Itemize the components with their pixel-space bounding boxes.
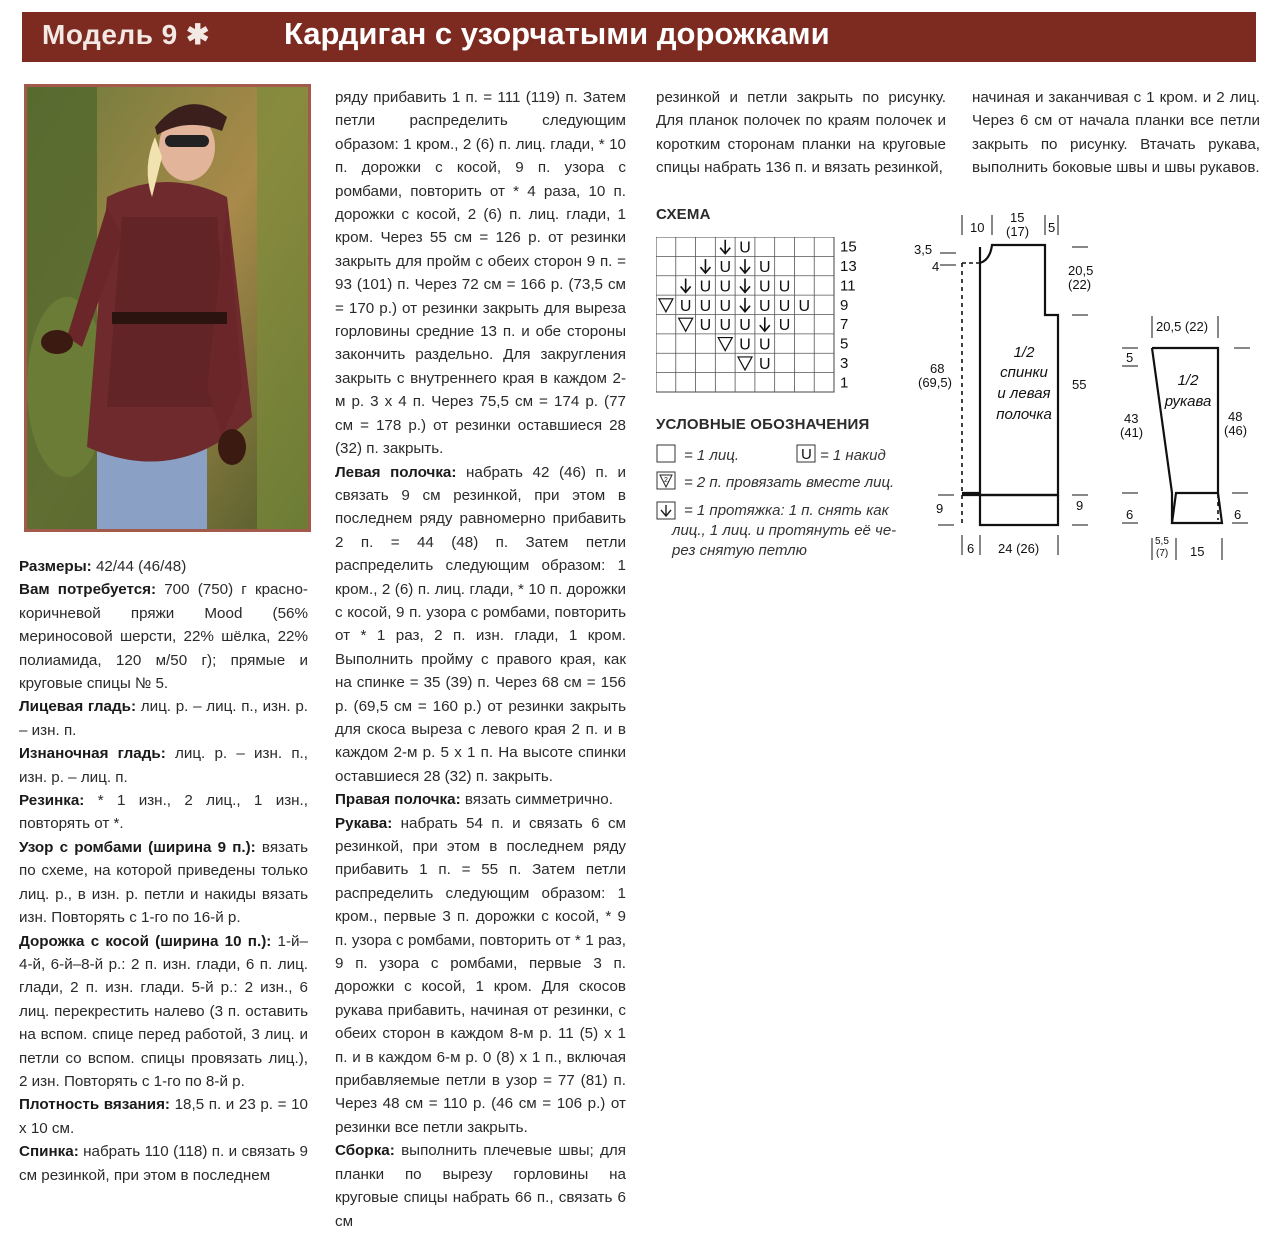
back-front-diagram [900, 205, 1100, 565]
dim-neck-width-alt: (17) [1006, 224, 1030, 239]
sleeve-diagram [1110, 310, 1270, 570]
text-column-2 [335, 86, 626, 1233]
yarn-over-mark: U [798, 297, 811, 315]
yarn-over-mark: U [739, 317, 751, 335]
paragraph-right-front: Правая полочка: вязать симметрично. [335, 791, 613, 809]
back-label-1: 1/2 [1013, 344, 1035, 361]
yarn-over-mark: U [719, 317, 732, 335]
text-column-3 [656, 86, 946, 180]
k2tog-mark [659, 299, 673, 312]
chart-row-number: 1 [840, 374, 849, 392]
svg-text:2: 2 [664, 477, 668, 484]
yarn-over-mark: U [758, 355, 771, 373]
chart-row-number: 15 [840, 238, 857, 256]
chart-row-number: 7 [840, 316, 849, 334]
psso-mark [740, 259, 750, 273]
dim-neck-depth: 3,5 [914, 242, 933, 257]
yarn-over-mark: U [699, 317, 712, 335]
knitting-chart [656, 237, 866, 397]
yarn-over-mark: U [778, 297, 791, 315]
paragraph-stockinette: Лицевая гладь: лиц. р. – лиц. п., изн. р. – изн. п. [19, 698, 308, 739]
legend-psso-2: лиц., 1 лиц. и протянуть её че- [672, 522, 897, 539]
dim-rib-right: 9 [1076, 498, 1084, 513]
psso-mark [700, 259, 710, 273]
legend-knit: = 1 лиц. [684, 447, 739, 464]
dim-shoulder-left: 10 [970, 220, 985, 235]
yarn-over-mark: U [739, 336, 751, 354]
paragraph-materials: Вам потребуется: 700 (750) г красно-коричневой пряжи Mood (56% мериносовой шерсти, 22% шёлка, 22% полиамида, 120 м/50 г); прямые и круговые спицы № 5. [19, 581, 308, 693]
dim-sleeve-bottom-left-alt: (7) [1156, 548, 1169, 559]
knit-symbol-icon [657, 445, 675, 462]
yarn-over-mark: U [758, 259, 771, 277]
paragraph-left-front: Левая полочка: набрать 42 (46) п. и связать 9 см резинкой, при этом в последнем ряду равномерно прибавить 2 п. = 44 (48) п. Затем петли распределить следующим образом: 1 кром., 2 (6) п. лиц. глади, * 10 п. дорожки с косой, 9 п. узора с ромбами, повторить от * 1 раз, 2 п. изн. глади, 1 кром. Выполнить пройму с правого края, как на спинке = 35 (39) п. Через 68 см = 156 р. (69,5 см = 160 р.) от резинки закрыть для скоса выреза с левого края 2 п. и в каждом 2-м р. 5 х 1 п. На высоте спинки оставшиеся 28 (32) п. закрыть. [335, 463, 627, 785]
k2tog-mark [718, 338, 732, 351]
paragraph-sleeves: Рукава: набрать 54 п. и связать 6 см резинкой, при этом в последнем ряду прибавить 1 п. = 55 п. Затем петли распределить следующим образом: 1 кром., первые 3 п. дорожки с косой, * 9 п. узора с ромбами, повторить от * 1 раз, 9 п. узора с ромбами, первые 3 п. дорожки с косой, 1 кром. Для скосов рукава прибавить, начиная от резинки, с обеих сторон в каждом 8-м р. 11 (5) х 1 п. и в каждом 6-м р. 0 (8) х 1 п., включая прибавляемые петли в узор = 77 (81) п. Через 48 см = 110 р. (46 см = 106 р.) от резинки все петли закрыть. [335, 814, 626, 1136]
svg-text:U: U [801, 446, 812, 463]
back-label-2: спинки [1000, 364, 1048, 381]
psso-mark [740, 298, 750, 312]
sleeve-label-1: 1/2 [1177, 372, 1199, 389]
yarn-over-mark: U [699, 297, 712, 315]
dim-sleeve-length: 43 [1124, 411, 1139, 426]
paragraph-assembly-end: начиная и заканчивая с 1 кром. и 2 лиц. Через 6 см от начала планки все петли закрыть по рисунку. Втачать рукава, выполнить боковые швы и швы рукавов. [972, 89, 1260, 177]
chart-row-number: 3 [840, 354, 849, 372]
sleeve-label-2: рукава [1164, 393, 1212, 410]
yarn-over-mark: U [719, 278, 732, 296]
dim-armhole: 20,5 [1068, 263, 1094, 278]
text-column-1 [19, 555, 308, 1187]
legend-psso-1: = 1 протяжка: 1 п. снять как [684, 502, 889, 519]
yarn-over-mark: U [778, 317, 791, 335]
paragraph-diamond-pattern: Узор с ромбами (ширина 9 п.): вязать по схеме, на которой приведены только лиц. р., в изн. р. петли и накиды вязать изн. Повторять с 1-го по 16-й р. [19, 838, 308, 927]
page-title: Кардиган с узорчатыми дорожками [284, 16, 830, 51]
back-label-3: и левая [997, 385, 1051, 402]
k2tog-mark [679, 318, 693, 331]
scheme-title: СХЕМА [656, 206, 711, 223]
paragraph-back-start: Спинка: набрать 110 (118) п. и связать 9 см резинкой, при этом в последнем [19, 1143, 308, 1184]
psso-mark [681, 278, 691, 292]
chart-row-number: 9 [840, 296, 849, 314]
dim-shoulder-right: 5 [1048, 220, 1056, 235]
dim-sleeve-length-right-alt: (46) [1224, 423, 1248, 438]
psso-mark [740, 278, 750, 292]
paragraph-assembly: Сборка: выполнить плечевые швы; для планки по вырезу горловины на круговые спицы набрать 66 п., связать 6 см [335, 1142, 626, 1230]
dim-armhole-alt: (22) [1068, 277, 1092, 292]
yarn-over-mark: U [719, 297, 732, 315]
yarn-over-mark: U [758, 336, 771, 354]
paragraph-sizes: Размеры: 42/44 (46/48) [19, 558, 187, 575]
dim-bottom-width: 24 (26) [998, 541, 1040, 556]
legend-psso-3: рез снятую петлю [672, 542, 807, 559]
dim-sleeve-cap: 5 [1126, 350, 1134, 365]
dim-sleeve-rib-left: 6 [1126, 507, 1134, 522]
chart-row-number: 5 [840, 335, 849, 353]
dim-neck-depth-2: 4 [932, 259, 940, 274]
dim-sleeve-rib-right: 6 [1234, 507, 1242, 522]
yarn-over-mark: U [739, 239, 751, 257]
paragraph-reverse-stockinette: Изнаночная гладь: лиц. р. – изн. п., изн. р. – лиц. п. [19, 745, 308, 786]
dim-sleeve-bottom-width: 15 [1190, 544, 1205, 559]
page-header [22, 12, 1256, 62]
dim-sleeve-bottom-left: 5,5 [1155, 536, 1169, 547]
photo-illustration [27, 87, 308, 529]
paragraph-cable-panel: Дорожка с косой (ширина 10 п.): 1-й–4-й, 6-й–8-й р.: 2 п. изн. глади, 6 п. лиц. глади, 2 п. изн. глади. 5-й р.: 2 изн., 6 лиц. перекрестить налево (3 п. оставить на вспом. спице перед работой, 3 лиц. и петли со вспом. спицы провязать лиц.), 2 изн. Повторять с 1-го по 8-й р. [19, 932, 308, 1090]
chart-row-number: 13 [840, 258, 857, 276]
legend-title: УСЛОВНЫЕ ОБОЗНАЧЕНИЯ [656, 416, 870, 433]
chart-row-number: 11 [840, 277, 856, 295]
dim-bottom-left: 6 [967, 541, 975, 556]
back-label-4: полочка [996, 406, 1052, 423]
dim-sleeve-top: 20,5 (22) [1156, 319, 1209, 334]
yarn-over-mark: U [699, 278, 712, 296]
yarn-over-mark: U [758, 297, 771, 315]
text-column-4 [972, 86, 1260, 180]
dim-body-length: 68 [930, 361, 945, 376]
dim-side-length: 55 [1072, 377, 1087, 392]
paragraph-assembly-cont: резинкой и петли закрыть по рисунку. Для планок полочек по краям полочек и коротким сторонам планки на круговые спицы набрать 136 п. и вязать резинкой, [656, 89, 946, 177]
dim-sleeve-length-alt: (41) [1120, 425, 1144, 440]
model-photo [24, 84, 311, 532]
paragraph-gauge: Плотность вязания: 18,5 п. и 23 р. = 10 х 10 см. [19, 1096, 308, 1137]
model-number: Модель 9 ✱ [42, 19, 210, 50]
paragraph-rib: Резинка: * 1 изн., 2 лиц., 1 изн., повторять от *. [19, 792, 308, 833]
yarn-over-mark: U [778, 278, 791, 296]
yarn-over-mark: U [679, 297, 692, 315]
yarn-over-mark: U [758, 278, 771, 296]
dim-rib-left: 9 [936, 501, 944, 516]
yarn-over-mark: U [719, 259, 732, 277]
paragraph-back-cont: ряду прибавить 1 п. = 111 (119) п. Затем петли распределить следующим образом: 1 кром., 2 (6) п. лиц. глади, * 10 п. дорожки с косой, 9 п. узора с ромбами, повторить от * 4 раза, 10 п. дорожки с косой, 2 (6) п. лиц. глади, 1 кром. Через 55 см = 126 р. от резинки закрыть для пройм с обеих сторон 9 п. = 93 (101) п. Через 72 см = 166 р. (73,5 см = 170 р.) от резинки закрыть для выреза горловины средние 13 п. и обе стороны закончить раздельно. Для закругления закрыть с внутреннего края в каждом 2-м р. 3 х 4 п. Через 75,5 см = 174 р. (77 см = 178 р.) от резинки оставшиеся 28 (32) п. закрыть. [335, 89, 626, 458]
legend-yarn-over: = 1 накид [820, 447, 886, 464]
dim-sleeve-length-right: 48 [1228, 409, 1243, 424]
psso-mark [760, 317, 770, 331]
dim-body-length-alt: (69,5) [918, 375, 952, 390]
legend-k2tog: = 2 п. провязать вместе лиц. [684, 474, 895, 491]
psso-mark [720, 240, 730, 254]
dim-neck-width: 15 [1010, 210, 1025, 225]
k2tog-mark [738, 357, 752, 370]
